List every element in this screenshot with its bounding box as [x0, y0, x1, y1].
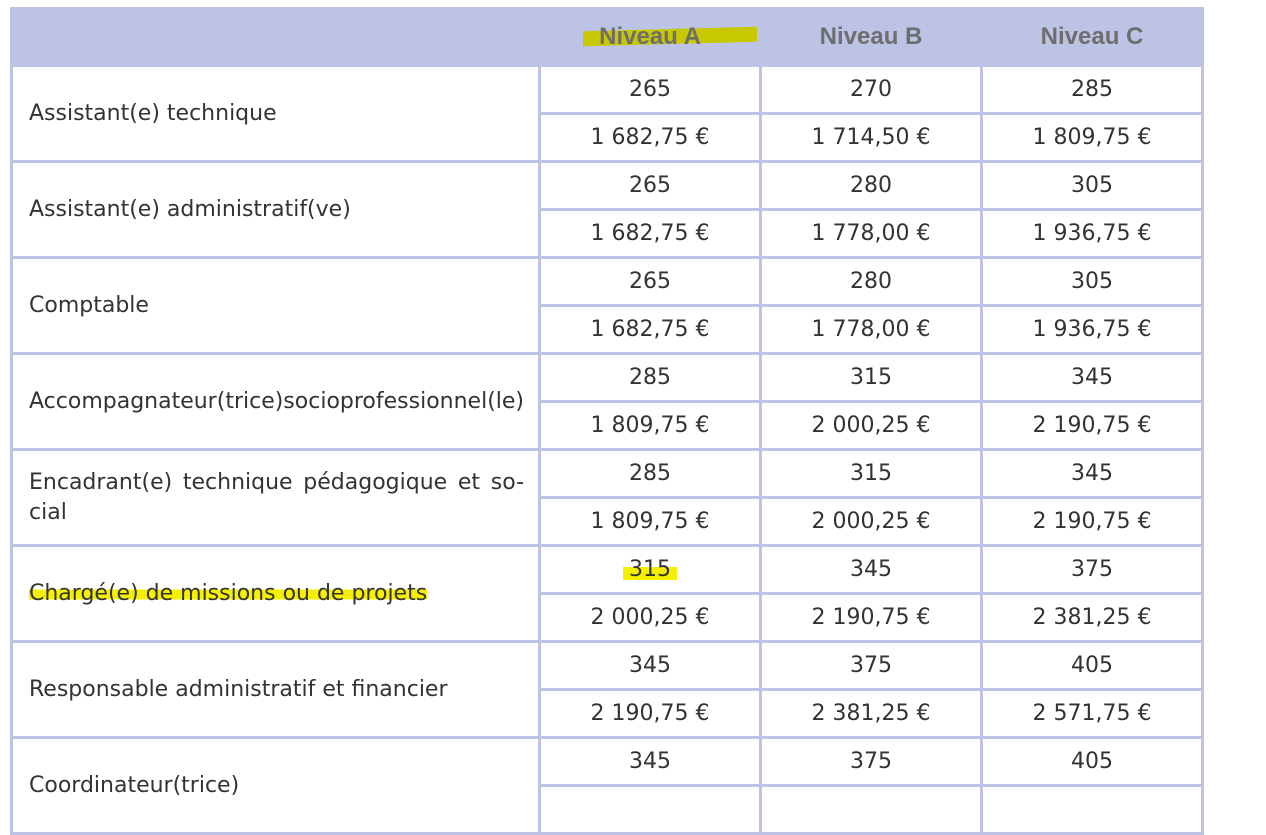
points-cell: 375 [762, 739, 980, 784]
points-cell: 265 [541, 163, 759, 208]
amount-cell: 2 190,75 € [983, 403, 1201, 448]
job-label: Accompagnateur(trice)socioprofessionnel(le) [13, 355, 538, 448]
points-cell: 305 [983, 259, 1201, 304]
points-cell: 345 [541, 643, 759, 688]
points-cell: 265 [541, 259, 759, 304]
job-label: Coordinateur(trice) [13, 739, 538, 832]
header-row [13, 10, 1201, 64]
points-cell: 315 [762, 355, 980, 400]
amount-cell: 2 000,25 € [762, 499, 980, 544]
job-label: Assistant(e) administratif(ve) [13, 163, 538, 256]
points-cell: 345 [983, 451, 1201, 496]
amount-cell: 1 809,75 € [541, 403, 759, 448]
points-cell: 285 [983, 67, 1201, 112]
points-cell: 280 [762, 259, 980, 304]
table-row [13, 739, 1201, 784]
points-cell: 280 [762, 163, 980, 208]
points-cell: 270 [762, 67, 980, 112]
amount-cell: 2 190,75 € [983, 499, 1201, 544]
points-cell: 305 [983, 163, 1201, 208]
header-empty [13, 10, 538, 64]
amount-cell: 2 381,25 € [762, 691, 980, 736]
table-row [13, 547, 1201, 592]
amount-cell: 1 682,75 € [541, 211, 759, 256]
amount-cell [762, 787, 980, 832]
amount-cell: 1 778,00 € [762, 211, 980, 256]
header-niveau-a: Niveau A [541, 10, 759, 64]
highlighted-label: Chargé(e) de missions ou de projets [29, 580, 428, 606]
amount-cell: 2 000,25 € [762, 403, 980, 448]
amount-cell: 2 190,75 € [762, 595, 980, 640]
table-row [13, 163, 1201, 208]
table-row [13, 355, 1201, 400]
points-cell: 265 [541, 67, 759, 112]
amount-cell: 2 381,25 € [983, 595, 1201, 640]
table-row [13, 451, 1201, 496]
amount-cell: 1 936,75 € [983, 307, 1201, 352]
job-label: Comptable [13, 259, 538, 352]
job-label: Responsable administratif et financier [13, 643, 538, 736]
points-cell: 315 [762, 451, 980, 496]
points-cell: 345 [983, 355, 1201, 400]
amount-cell: 1 936,75 € [983, 211, 1201, 256]
table-row [13, 259, 1201, 304]
amount-cell: 1 809,75 € [541, 499, 759, 544]
amount-cell: 1 714,50 € [762, 115, 980, 160]
amount-cell: 2 571,75 € [983, 691, 1201, 736]
points-cell: 345 [762, 547, 980, 592]
job-label: Assistant(e) technique [13, 67, 538, 160]
amount-cell [541, 787, 759, 832]
points-cell: 345 [541, 739, 759, 784]
highlighted-value: 315 [623, 557, 677, 582]
points-cell: 375 [762, 643, 980, 688]
table-row [13, 67, 1201, 112]
amount-cell: 1 809,75 € [983, 115, 1201, 160]
points-cell [541, 547, 759, 592]
points-cell: 285 [541, 451, 759, 496]
points-cell: 375 [983, 547, 1201, 592]
points-cell: 405 [983, 739, 1201, 784]
amount-cell [983, 787, 1201, 832]
amount-cell: 1 682,75 € [541, 115, 759, 160]
points-cell: 285 [541, 355, 759, 400]
amount-cell: 1 778,00 € [762, 307, 980, 352]
amount-cell: 2 190,75 € [541, 691, 759, 736]
job-label [13, 547, 538, 640]
salary-grid-table [10, 7, 1204, 835]
header-niveau-c: Niveau C [983, 10, 1201, 64]
amount-cell: 2 000,25 € [541, 595, 759, 640]
amount-cell: 1 682,75 € [541, 307, 759, 352]
points-cell: 405 [983, 643, 1201, 688]
header-niveau-b: Niveau B [762, 10, 980, 64]
table-row [13, 643, 1201, 688]
job-label: Encadrant(e) technique pédagogique et so-cial [13, 451, 538, 544]
